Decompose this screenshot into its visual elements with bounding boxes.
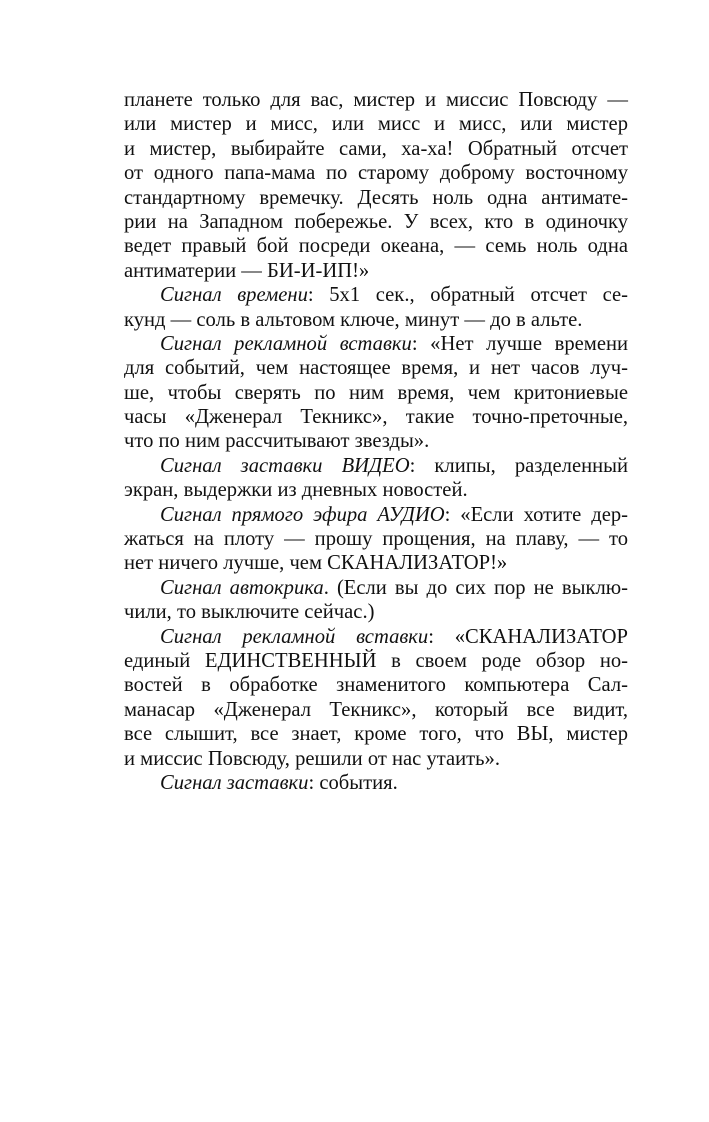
text-line: Сигнал рекламной вставки: «СКАНАЛИЗАТОР	[160, 625, 628, 648]
text-line: или мистер и мисс, или мисс и мисс, или мистер	[124, 113, 628, 136]
text-line: антиматерии — БИ-И-ИП!»	[124, 259, 370, 282]
text-line: манасар «Дженерал Текникс», который все видит,	[124, 698, 628, 721]
text-line: и мистер, выбирайте сами, ха-ха! Обратный отсчет	[124, 137, 628, 160]
text-line: планете только для вас, мистер и миссис Повсюду —	[124, 89, 628, 111]
text-line: экран, выдержки из дневных новостей.	[124, 479, 468, 502]
text-line: единый ЕДИНСТВЕННЫЙ в своем роде обзор но-	[124, 649, 628, 672]
text-line: жаться на плоту — прошу прощения, на плаву, — то	[124, 528, 628, 551]
text-line: чили, то выключите сейчас.)	[124, 601, 375, 624]
text-line: Сигнал рекламной вставки: «Нет лучше времени	[160, 332, 629, 355]
text-line: и миссис Повсюду, решили от нас утаить».	[124, 747, 501, 770]
text-line: часы «Дженерал Текникс», такие точно-преточные,	[124, 406, 628, 429]
body-text	[124, 88, 628, 795]
text-line: ше, чтобы сверять по ним время, чем критониевые	[124, 381, 628, 404]
text-line: что по ним рассчитывают звезды».	[124, 430, 430, 453]
text-line: все слышит, все знает, кроме того, что ВЫ, мистер	[124, 723, 628, 746]
text-line: нет ничего лучше, чем СКАНАЛИЗАТОР!»	[124, 552, 508, 575]
text-line: Сигнал прямого эфира АУДИО: «Если хотите дер-	[160, 503, 629, 526]
text-line: кунд — соль в альтовом ключе, минут — до в альте.	[124, 308, 583, 331]
text-line: Сигнал времени: 5x1 сек., обратный отсчет се-	[160, 284, 629, 307]
text-line: рии на Западном побережье. У всех, кто в одиночку	[124, 210, 628, 233]
text-line: ведет правый бой посреди океана, — семь ноль одна	[124, 235, 628, 258]
text-line: Сигнал заставки ВИДЕО: клипы, разделенный	[160, 454, 628, 477]
text-line: востей в обработке знаменитого компьютера Сал-	[124, 674, 628, 697]
text-line: стандартному времечку. Десять ноль одна антимате-	[124, 186, 628, 209]
text-line: от одного папа-мама по старому доброму восточному	[124, 162, 628, 185]
text-line: Сигнал заставки: события.	[160, 771, 398, 794]
text-line: Сигнал автокрика. (Если вы до сих пор не выклю-	[160, 576, 628, 599]
text-line: для событий, чем настоящее время, и нет часов луч-	[124, 357, 628, 380]
